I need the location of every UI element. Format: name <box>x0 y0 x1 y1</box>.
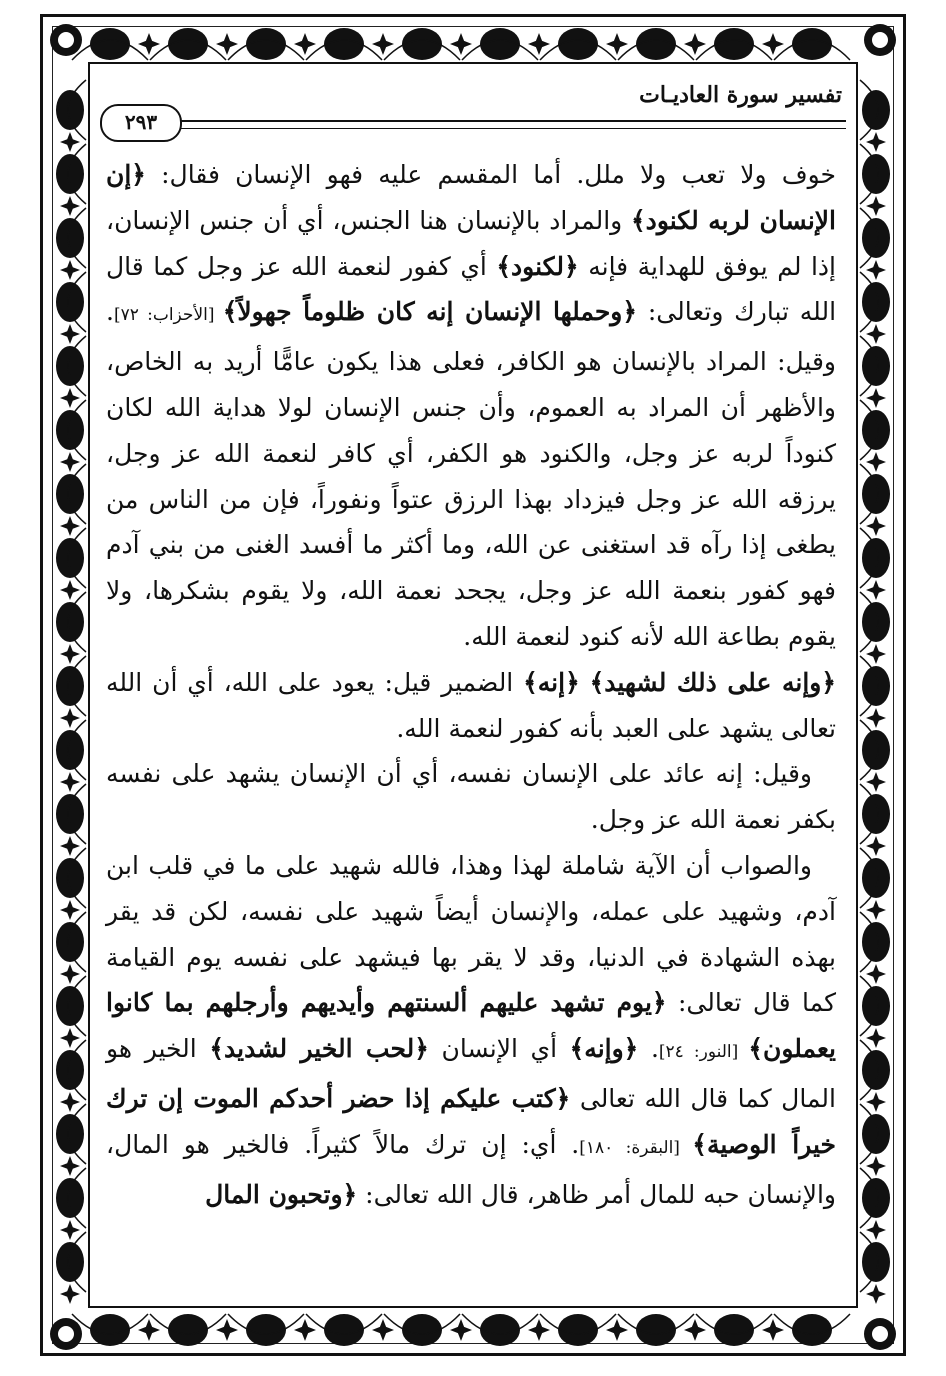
lobe-ornament-icon <box>56 282 84 322</box>
text-span: والصواب أن الآية شاملة لهذا وهذا، فالله شهيد على ما في قلب ابن آدم، وشهيد على عمله، والإنسان أيضاً شهيد على نفسه، لكن قد يقر بهذه الشهادة في الدنيا، وقد لا يقر بها فيشهد على نفسه يوم القيامة كما قال تعالى: <box>106 850 836 1018</box>
star-ornament-icon <box>60 132 80 152</box>
star-ornament-icon <box>60 324 80 344</box>
lobe-ornament-icon <box>862 154 890 194</box>
lobe-ornament-icon <box>56 538 84 578</box>
lobe-ornament-icon <box>56 922 84 962</box>
lobe-ornament-icon <box>56 1242 84 1282</box>
star-ornament-icon <box>762 33 784 55</box>
star-ornament-icon <box>60 1220 80 1240</box>
corner-ornament-icon <box>872 1326 888 1342</box>
star-ornament-icon <box>684 1319 706 1341</box>
star-ornament-icon <box>60 836 80 856</box>
verse-reference: [البقرة: ١٨٠] <box>579 1137 693 1158</box>
lobe-ornament-icon <box>246 1314 286 1346</box>
corner-ornament-icon <box>872 32 888 48</box>
lobe-ornament-icon <box>56 90 84 130</box>
star-ornament-icon <box>294 33 316 55</box>
lobe-ornament-icon <box>862 730 890 770</box>
lobe-ornament-icon <box>246 28 286 60</box>
lobe-ornament-icon <box>862 986 890 1026</box>
lobe-ornament-icon <box>862 346 890 386</box>
paragraph-1 <box>106 152 836 660</box>
lobe-ornament-icon <box>862 666 890 706</box>
quran-verse: ﴿إن الإنسان لربه لكنود﴾ <box>106 160 836 235</box>
star-ornament-icon <box>216 33 238 55</box>
text-span: . أي: إن ترك مالاً كثيراً. فالخير هو المال، والإنسان حبه للمال أمر ظاهر، قال الله تعالى: <box>106 1129 836 1209</box>
lobe-ornament-icon <box>90 1314 130 1346</box>
star-ornament-icon <box>684 33 706 55</box>
lobe-ornament-icon <box>402 1314 442 1346</box>
star-ornament-icon <box>60 644 80 664</box>
star-ornament-icon <box>606 33 628 55</box>
lobe-ornament-icon <box>862 1242 890 1282</box>
star-ornament-icon <box>60 772 80 792</box>
text-span: أي كفور لنعمة الله عز وجل كما قال الله تبارك وتعالى: <box>106 251 837 327</box>
star-ornament-icon <box>866 708 886 728</box>
lobe-ornament-icon <box>862 1178 890 1218</box>
star-ornament-icon <box>60 708 80 728</box>
text-span: خوف ولا تعب ولا ملل. أما المقسم عليه فهو الإنسان فقال: <box>145 160 836 189</box>
paragraph-2 <box>106 660 836 752</box>
lobe-ornament-icon <box>862 922 890 962</box>
quran-verse: ﴿وتحبون المال <box>205 1179 358 1209</box>
page-header <box>100 80 846 142</box>
star-ornament-icon <box>372 1319 394 1341</box>
lobe-ornament-icon <box>862 218 890 258</box>
lobe-ornament-icon <box>56 474 84 514</box>
text-span: . وقيل: المراد بالإنسان هو الكافر، فعلى هذا يكون عامًّا أريد به الخاص، والأظهر أن المراد به العموم، وأن جنس الإنسان لولا هداية الله لكان كنوداً لربه عز وجل، والكنود هو الكفر، أي كافر لنعمة الله عز وجل، يرزقه الله عز وجل فيزداد بهذا الرزق عتواً ونفوراً، فإن من الناس من يطغى إذا رآه قد استغنى عن الله، وما أكثر ما أفسد الغنى من بني آدم فهو كفور بنعمة الله عز وجل، يجحد نعمة الله، ولا يقوم بشكرها، ولا يقوم بطاعة الله لأنه كنود لنعمة الله. <box>106 297 837 651</box>
lobe-ornament-icon <box>862 538 890 578</box>
lobe-ornament-icon <box>56 1178 84 1218</box>
lobe-ornament-icon <box>480 28 520 60</box>
corner-ornament-icon <box>58 1326 74 1342</box>
lobe-ornament-icon <box>90 28 130 60</box>
star-ornament-icon <box>372 33 394 55</box>
star-ornament-icon <box>60 260 80 280</box>
star-ornament-icon <box>138 33 160 55</box>
quran-verse: ﴿وإنه﴾ <box>569 1034 639 1064</box>
star-ornament-icon <box>60 452 80 472</box>
lobe-ornament-icon <box>480 1314 520 1346</box>
star-ornament-icon <box>60 196 80 216</box>
verse-reference: [النور: ٢٤] <box>658 1042 749 1063</box>
star-ornament-icon <box>866 1220 886 1240</box>
text-span: الضمير قيل: يعود على الله، أي أن الله تعالى يشهد على العبد بأنه كفور لنعمة الله. <box>106 667 836 743</box>
lobe-ornament-icon <box>558 1314 598 1346</box>
star-ornament-icon <box>866 1028 886 1048</box>
star-ornament-icon <box>866 964 886 984</box>
lobe-ornament-icon <box>168 1314 208 1346</box>
lobe-ornament-icon <box>56 218 84 258</box>
lobe-ornament-icon <box>792 1314 832 1346</box>
star-ornament-icon <box>866 324 886 344</box>
star-ornament-icon <box>866 196 886 216</box>
star-ornament-icon <box>866 516 886 536</box>
lobe-ornament-icon <box>558 28 598 60</box>
star-ornament-icon <box>60 1156 80 1176</box>
star-ornament-icon <box>866 580 886 600</box>
star-ornament-icon <box>450 33 472 55</box>
star-ornament-icon <box>866 132 886 152</box>
quran-verse: ﴿وإنه على ذلك لشهيد﴾ <box>589 667 836 697</box>
star-ornament-icon <box>60 1028 80 1048</box>
star-ornament-icon <box>60 964 80 984</box>
star-ornament-icon <box>60 388 80 408</box>
star-ornament-icon <box>216 1319 238 1341</box>
header-rule <box>170 120 846 129</box>
page-number: ٢٩٣ <box>100 104 182 142</box>
text-span: . <box>638 1034 659 1064</box>
lobe-ornament-icon <box>862 474 890 514</box>
lobe-ornament-icon <box>56 666 84 706</box>
lobe-ornament-icon <box>168 28 208 60</box>
paragraph-4 <box>106 843 836 1217</box>
lobe-ornament-icon <box>56 346 84 386</box>
star-ornament-icon <box>866 452 886 472</box>
star-ornament-icon <box>606 1319 628 1341</box>
lobe-ornament-icon <box>56 1114 84 1154</box>
lobe-ornament-icon <box>862 90 890 130</box>
star-ornament-icon <box>450 1319 472 1341</box>
star-ornament-icon <box>866 900 886 920</box>
star-ornament-icon <box>60 1092 80 1112</box>
paragraph-3: وقيل: إنه عائد على الإنسان نفسه، أي أن الإنسان يشهد على نفسه بكفر نعمة الله عز وجل. <box>106 759 836 835</box>
star-ornament-icon <box>528 1319 550 1341</box>
lobe-ornament-icon <box>56 858 84 898</box>
verse-reference: [الأحزاب: ٧٢] <box>113 305 223 326</box>
lobe-ornament-icon <box>862 602 890 642</box>
lobe-ornament-icon <box>636 28 676 60</box>
quran-verse: ﴿إنه﴾ <box>523 667 580 697</box>
corner-ornament-icon <box>58 32 74 48</box>
star-ornament-icon <box>866 388 886 408</box>
quran-verse: ﴿لحب الخير لشديد﴾ <box>209 1034 429 1064</box>
quran-verse: ﴿كتب عليكم إذا حضر أحدكم الموت إن ترك خيراً الوصية﴾ <box>106 1083 836 1159</box>
star-ornament-icon <box>294 1319 316 1341</box>
lobe-ornament-icon <box>714 28 754 60</box>
text-span: الخير هو المال كما قال الله تعالى <box>106 1034 836 1113</box>
lobe-ornament-icon <box>862 410 890 450</box>
lobe-ornament-icon <box>56 1050 84 1090</box>
star-ornament-icon <box>60 900 80 920</box>
lobe-ornament-icon <box>792 28 832 60</box>
running-title: تفسير سورة العاديـات <box>639 82 842 108</box>
star-ornament-icon <box>866 1284 886 1304</box>
body-text <box>106 152 836 1217</box>
lobe-ornament-icon <box>56 794 84 834</box>
star-ornament-icon <box>866 1092 886 1112</box>
star-ornament-icon <box>60 1284 80 1304</box>
quran-verse: ﴿يوم تشهد عليهم ألسنتهم وأيديهم وأرجلهم بما كانوا يعملون﴾ <box>106 988 837 1064</box>
star-ornament-icon <box>866 772 886 792</box>
star-ornament-icon <box>866 644 886 664</box>
star-ornament-icon <box>866 260 886 280</box>
lobe-ornament-icon <box>862 794 890 834</box>
star-ornament-icon <box>528 33 550 55</box>
lobe-ornament-icon <box>56 986 84 1026</box>
lobe-ornament-icon <box>324 28 364 60</box>
star-ornament-icon <box>60 580 80 600</box>
lobe-ornament-icon <box>56 154 84 194</box>
lobe-ornament-icon <box>862 1050 890 1090</box>
text-span <box>580 668 590 697</box>
star-ornament-icon <box>866 836 886 856</box>
star-ornament-icon <box>60 516 80 536</box>
lobe-ornament-icon <box>636 1314 676 1346</box>
lobe-ornament-icon <box>56 602 84 642</box>
lobe-ornament-icon <box>862 282 890 322</box>
star-ornament-icon <box>762 1319 784 1341</box>
lobe-ornament-icon <box>56 730 84 770</box>
star-ornament-icon <box>866 1156 886 1176</box>
lobe-ornament-icon <box>56 410 84 450</box>
text-span: والمراد بالإنسان هنا الجنس، أي أن جنس الإنسان، إذا لم يوفق للهداية فإنه <box>106 205 836 281</box>
lobe-ornament-icon <box>714 1314 754 1346</box>
lobe-ornament-icon <box>324 1314 364 1346</box>
lobe-ornament-icon <box>862 1114 890 1154</box>
star-ornament-icon <box>138 1319 160 1341</box>
text-span: أي الإنسان <box>428 1034 570 1064</box>
quran-verse: ﴿وحملها الإنسان إنه كان ظلوماً جهولاً﴾ <box>222 297 638 327</box>
lobe-ornament-icon <box>862 858 890 898</box>
lobe-ornament-icon <box>402 28 442 60</box>
quran-verse: ﴿لكنود﴾ <box>496 251 579 281</box>
